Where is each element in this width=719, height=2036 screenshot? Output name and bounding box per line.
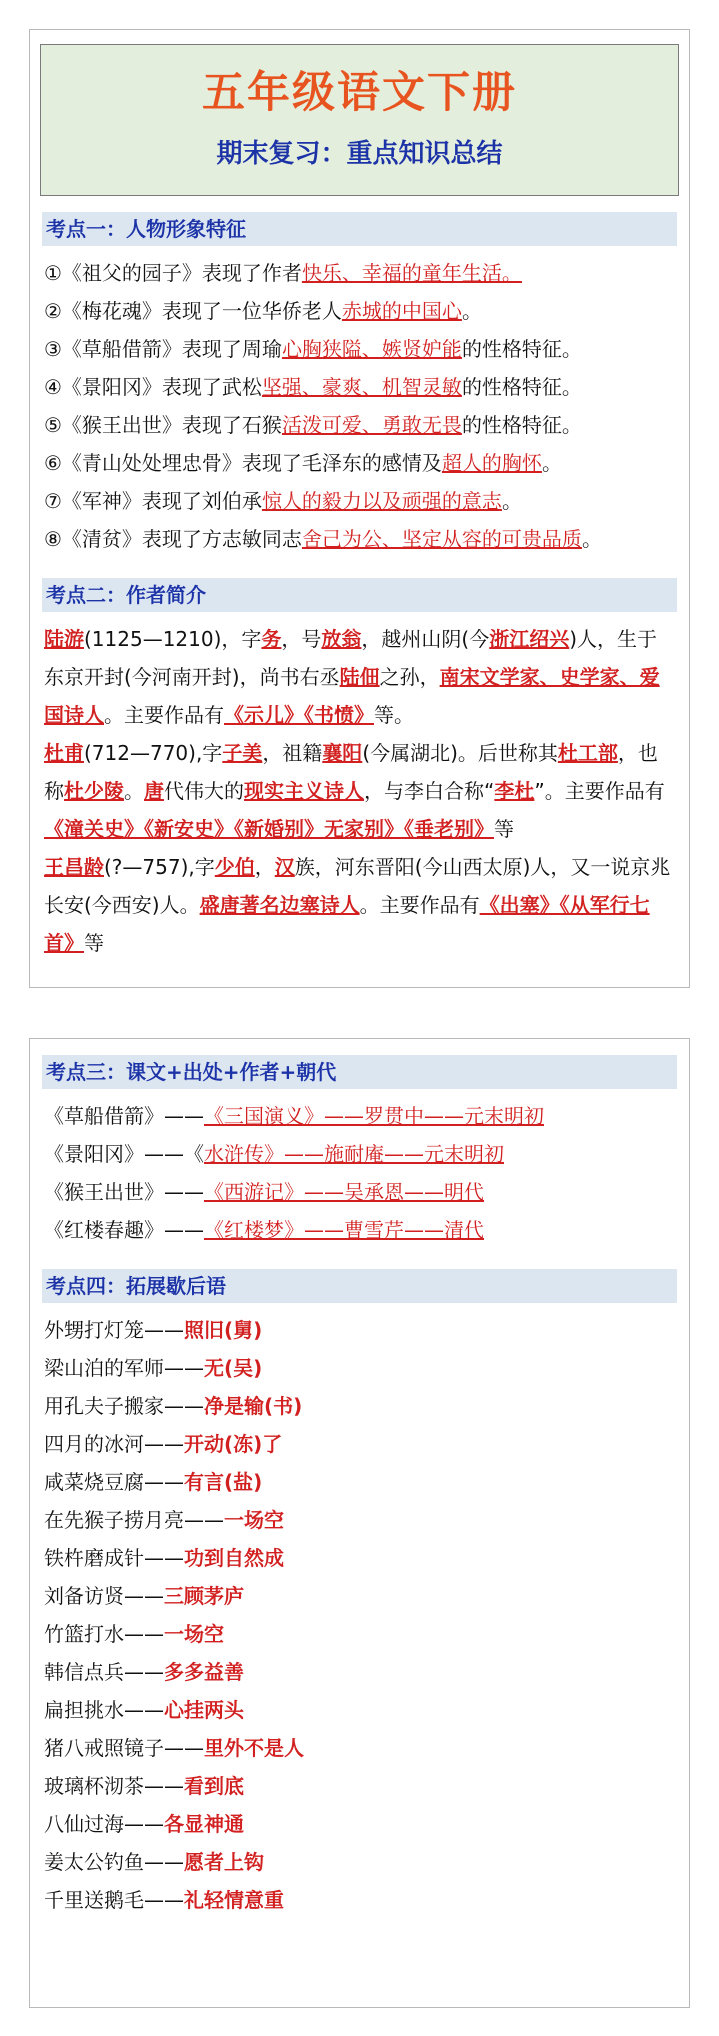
author-bios [30, 620, 689, 962]
plain-text: (今属湖北)。后世称其 [362, 741, 558, 765]
plain-text: ③《草船借箭》表现了周瑜 [44, 337, 282, 361]
plain-text: 的性格特征。 [461, 337, 582, 361]
xiehouyu-item [30, 1881, 689, 1919]
xiehouyu-riddle: 外甥打灯笼—— [44, 1318, 184, 1342]
highlight-text: 李杜 [494, 779, 535, 803]
highlight-text: 南宋文学家、史学家、爱国诗人 [44, 665, 660, 727]
xiehouyu-item [30, 1425, 689, 1463]
plain-text: 。主要作品有 [104, 703, 224, 727]
plain-text: 《草船借箭》—— [44, 1104, 204, 1128]
highlight-text: 杜甫 [44, 741, 84, 765]
plain-text: ，也称 [44, 741, 658, 803]
highlight-text: 务 [261, 627, 282, 651]
xiehouyu-item [30, 1805, 689, 1843]
highlight-text: 《三国演义》——罗贯中——元末明初 [204, 1104, 544, 1128]
xiehouyu-riddle: 竹篮打水—— [44, 1622, 164, 1646]
plain-text: 等 [84, 931, 104, 955]
section-heading-xiehouyu: 考点四：拓展歇后语 [42, 1269, 677, 1303]
xiehouyu-answer: 心挂两头 [164, 1698, 244, 1722]
xiehouyu-item [30, 1463, 689, 1501]
trait-item [30, 292, 689, 330]
plain-text: 的性格特征。 [461, 375, 582, 399]
xiehouyu-answer: 礼轻情意重 [184, 1888, 284, 1912]
highlight-text: 舍己为公、坚定从容的可贵品质 [301, 527, 582, 551]
xiehouyu-answer: 里外不是人 [204, 1736, 304, 1760]
xiehouyu-item [30, 1539, 689, 1577]
xiehouyu-item [30, 1311, 689, 1349]
xiehouyu-riddle: 刘备访贤—— [44, 1584, 164, 1608]
xiehouyu-list [30, 1311, 689, 1919]
xiehouyu-answer: 有言(盐) [184, 1470, 263, 1494]
xiehouyu-answer: 一场空 [164, 1622, 224, 1646]
xiehouyu-riddle: 在先猴子捞月亮—— [44, 1508, 224, 1532]
trait-item [30, 444, 689, 482]
trait-item [30, 406, 689, 444]
xiehouyu-item [30, 1767, 689, 1805]
highlight-text: 襄阳 [322, 741, 363, 765]
plain-text: (?—757),字 [104, 855, 215, 879]
highlight-text: 水浒传》——施耐庵——元末明初 [204, 1142, 504, 1166]
highlight-text: 子美 [222, 741, 263, 765]
xiehouyu-riddle: 扁担挑水—— [44, 1698, 164, 1722]
xiehouyu-riddle: 梁山泊的军师—— [44, 1356, 204, 1380]
plain-text: 《景阳冈》——《 [44, 1142, 204, 1166]
xiehouyu-riddle: 千里送鹅毛—— [44, 1888, 184, 1912]
highlight-text: 超人的胸怀 [441, 451, 542, 475]
highlight-text: 赤城的中国心 [341, 299, 462, 323]
xiehouyu-riddle: 猪八戒照镜子—— [44, 1736, 204, 1760]
highlight-text: 汉 [274, 855, 295, 879]
source-item [30, 1211, 689, 1249]
plain-text: 的性格特征。 [461, 413, 582, 437]
highlight-text: 《西游记》——吴承恩——明代 [204, 1180, 484, 1204]
title-box [40, 44, 679, 196]
highlight-text: 盛唐著名边塞诗人 [199, 893, 360, 917]
plain-text: ，越州山阴(今 [361, 627, 490, 651]
highlight-text: 杜少陵 [64, 779, 124, 803]
highlight-text: 杜工部 [557, 741, 618, 765]
highlight-text: 《红楼梦》——曹雪芹——清代 [204, 1218, 484, 1242]
highlight-text: 陆佃 [339, 665, 380, 689]
section-heading-characters: 考点一：人物形象特征 [42, 212, 677, 246]
highlight-text: 少伯 [214, 855, 255, 879]
plain-text: 族，河东晋阳(今山西太原)人，又一说京兆长安(今西安)人。 [44, 855, 671, 917]
plain-text: (1125—1210)，字 [84, 627, 262, 651]
xiehouyu-item [30, 1843, 689, 1881]
xiehouyu-riddle: 玻璃杯沏茶—— [44, 1774, 184, 1798]
xiehouyu-riddle: 韩信点兵—— [44, 1660, 164, 1684]
xiehouyu-riddle: 八仙过海—— [44, 1812, 164, 1836]
plain-text: ， [254, 855, 275, 879]
highlight-text: 王昌龄 [44, 855, 104, 879]
xiehouyu-answer: 三顾茅庐 [164, 1584, 244, 1608]
trait-item [30, 330, 689, 368]
xiehouyu-item [30, 1387, 689, 1425]
xiehouyu-riddle: 四月的冰河—— [44, 1432, 184, 1456]
section-heading-sources: 考点三：课文+出处+作者+朝代 [42, 1055, 677, 1089]
highlight-text: 浙江绍兴 [489, 627, 570, 651]
trait-item [30, 368, 689, 406]
plain-text: 。 [581, 527, 602, 551]
plain-text: ⑥《青山处处埋忠骨》表现了毛泽东的感情及 [44, 451, 442, 475]
plain-text: 等 [494, 817, 514, 841]
xiehouyu-riddle: 铁杵磨成针—— [44, 1546, 184, 1570]
plain-text: 。 [461, 299, 482, 323]
highlight-text: 唐 [144, 779, 164, 803]
plain-text: ①《祖父的园子》表现了作者 [44, 261, 302, 285]
xiehouyu-answer: 多多益善 [164, 1660, 244, 1684]
highlight-text: 惊人的毅力以及顽强的意志 [261, 489, 502, 513]
plain-text: (712—770),字 [84, 741, 223, 765]
plain-text: ⑦《军神》表现了刘伯承 [44, 489, 262, 513]
plain-text: 。主要作品有 [359, 893, 480, 917]
source-item [30, 1097, 689, 1135]
plain-text: 《猴王出世》—— [44, 1180, 204, 1204]
xiehouyu-item [30, 1691, 689, 1729]
page-one [29, 29, 690, 988]
highlight-text: 坚强、豪爽、机智灵敏 [261, 375, 462, 399]
page-two [29, 1038, 690, 2008]
highlight-text: 心胸狭隘、嫉贤妒能 [281, 337, 462, 361]
xiehouyu-answer: 照旧(舅) [184, 1318, 263, 1342]
xiehouyu-answer: 愿者上钩 [184, 1850, 264, 1874]
highlight-text: 《示儿》《书愤》 [224, 703, 374, 727]
highlight-text: 活泼可爱、勇敢无畏 [281, 413, 462, 437]
xiehouyu-item [30, 1615, 689, 1653]
author-paragraph [30, 734, 689, 848]
xiehouyu-answer: 功到自然成 [184, 1546, 284, 1570]
page-subtitle: 期末复习：重点知识总结 [216, 139, 503, 169]
character-traits-list [30, 254, 689, 558]
page-title: 五年级语文下册 [202, 68, 517, 118]
xiehouyu-answer: 一场空 [224, 1508, 284, 1532]
source-item [30, 1173, 689, 1211]
xiehouyu-riddle: 姜太公钓鱼—— [44, 1850, 184, 1874]
trait-item [30, 254, 689, 292]
plain-text: ”。主要作品有 [534, 779, 665, 803]
plain-text: ⑤《猴王出世》表现了石猴 [44, 413, 282, 437]
plain-text: 等。 [374, 703, 414, 727]
plain-text: ，与李白合称“ [364, 779, 495, 803]
xiehouyu-item [30, 1501, 689, 1539]
section-heading-authors: 考点二：作者简介 [42, 578, 677, 612]
plain-text: ⑧《清贫》表现了方志敏同志 [44, 527, 302, 551]
highlight-text: 放翁 [321, 627, 362, 651]
xiehouyu-answer: 无(吴) [204, 1356, 263, 1380]
plain-text: 代伟大的 [164, 779, 244, 803]
text-source-list [30, 1097, 689, 1249]
highlight-text: 快乐、幸福的童年生活。 [301, 261, 522, 285]
xiehouyu-answer: 看到底 [184, 1774, 244, 1798]
trait-item [30, 520, 689, 558]
xiehouyu-riddle: 咸菜烧豆腐—— [44, 1470, 184, 1494]
plain-text: 之孙， [379, 665, 440, 689]
plain-text: ，号 [281, 627, 322, 651]
xiehouyu-answer: 净是输(书) [204, 1394, 303, 1418]
highlight-text: 《出塞》《从军行七首》 [44, 893, 650, 955]
xiehouyu-item [30, 1653, 689, 1691]
highlight-text: 《潼关史》《新安史》《新婚别》无家别》《垂老别》 [44, 817, 494, 841]
source-item [30, 1135, 689, 1173]
plain-text: ④《景阳冈》表现了武松 [44, 375, 262, 399]
plain-text: 《红楼春趣》—— [44, 1218, 204, 1242]
plain-text: 。 [124, 779, 144, 803]
xiehouyu-item [30, 1577, 689, 1615]
xiehouyu-item [30, 1349, 689, 1387]
plain-text: ，祖籍 [262, 741, 323, 765]
xiehouyu-answer: 开动(冻)了 [184, 1432, 283, 1456]
xiehouyu-riddle: 用孔夫子搬家—— [44, 1394, 204, 1418]
author-paragraph [30, 848, 689, 962]
xiehouyu-item [30, 1729, 689, 1767]
author-paragraph [30, 620, 689, 734]
plain-text: )人，生于东京开封(今河南开封)，尚书右丞 [44, 627, 658, 689]
plain-text: 。 [501, 489, 522, 513]
plain-text: ②《梅花魂》表现了一位华侨老人 [44, 299, 342, 323]
highlight-text: 陆游 [44, 627, 84, 651]
xiehouyu-answer: 各显神通 [164, 1812, 244, 1836]
trait-item [30, 482, 689, 520]
plain-text: 。 [541, 451, 562, 475]
highlight-text: 现实主义诗人 [244, 779, 364, 803]
